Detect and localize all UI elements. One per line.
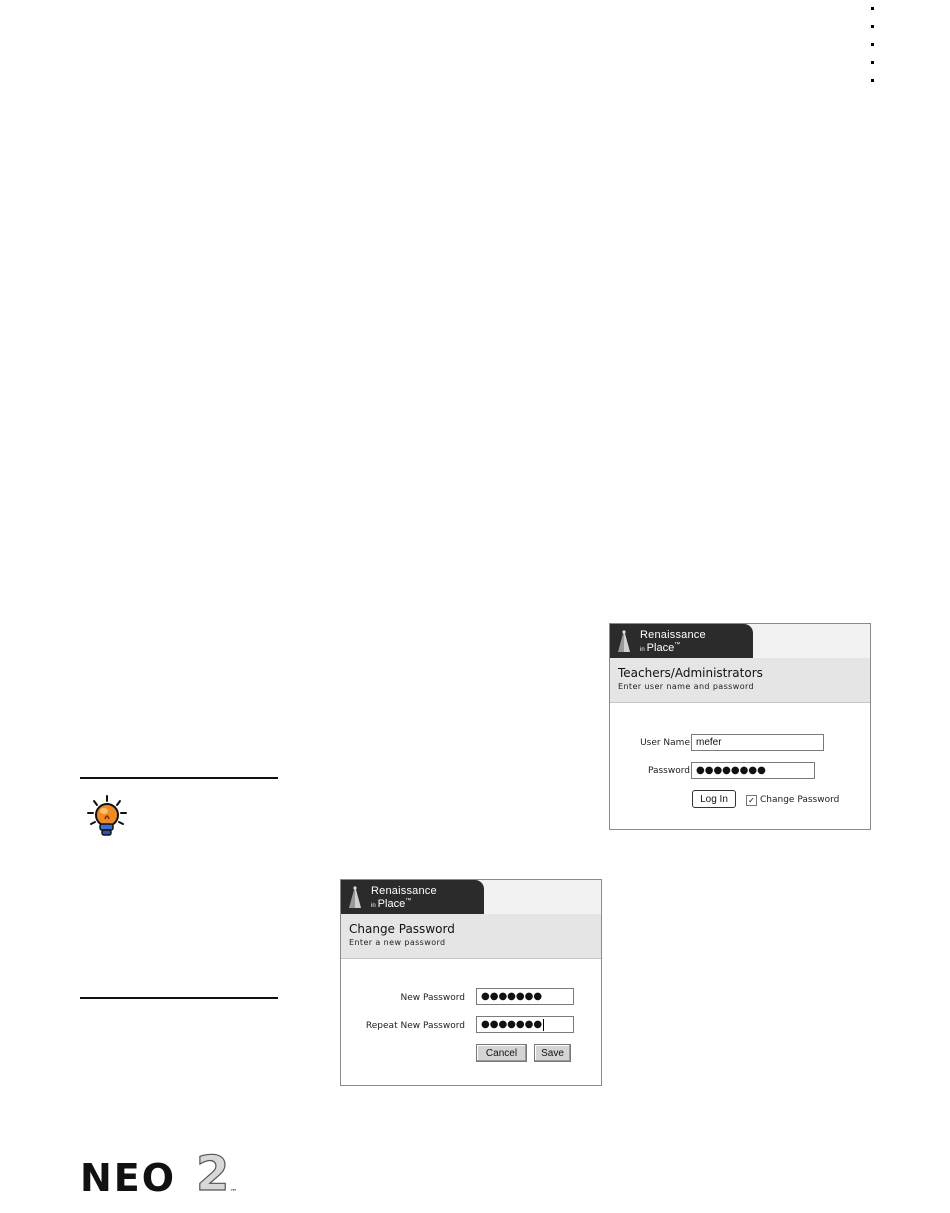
login-button[interactable]: Log In — [692, 790, 736, 808]
tip-top-rule — [80, 777, 278, 779]
dialog-header — [610, 658, 870, 703]
brand-name: Renaissance — [371, 885, 437, 897]
repeat-password-label: Repeat New Password — [365, 1021, 465, 1031]
bullet-dot — [871, 25, 874, 28]
username-field[interactable]: mefer — [691, 734, 824, 751]
login-dialog — [609, 623, 871, 830]
bullet-dot — [871, 79, 874, 82]
password-field[interactable]: ●●●●●●●● — [691, 762, 815, 779]
renaissance-place-logo-icon — [348, 886, 362, 908]
tip-bottom-rule — [80, 997, 278, 999]
change-password-dialog — [340, 879, 602, 1086]
renaissance-place-logo — [341, 880, 484, 914]
dialog-header — [341, 914, 601, 959]
password-label: Password — [647, 766, 690, 776]
brand-place: in Place™ — [371, 898, 412, 910]
dialog-title: Change Password — [349, 922, 455, 936]
repeat-password-value: ●●●●●●● — [481, 1019, 543, 1030]
neo2-logo-text: NEO — [80, 1156, 177, 1196]
brand-name: Renaissance — [640, 629, 706, 641]
neo2-logo-digit: 2 — [196, 1150, 230, 1196]
renaissance-place-logo-icon — [617, 630, 631, 652]
change-password-checkbox[interactable]: ✓ — [746, 795, 757, 806]
page-bullet-markers — [871, 7, 874, 97]
dialog-subtitle: Enter a new password — [349, 938, 446, 947]
dialog-title: Teachers/Administrators — [618, 666, 763, 680]
dialog-subtitle: Enter user name and password — [618, 682, 755, 691]
new-password-field[interactable]: ●●●●●●● — [476, 988, 574, 1005]
username-label: User Name — [640, 738, 690, 748]
bullet-dot — [871, 43, 874, 46]
neo2-logo-tm: ™ — [230, 1188, 237, 1196]
bullet-dot — [871, 7, 874, 10]
save-button[interactable]: Save — [534, 1044, 571, 1062]
new-password-label: New Password — [400, 993, 465, 1003]
renaissance-place-logo — [610, 624, 753, 658]
cancel-button[interactable]: Cancel — [476, 1044, 527, 1062]
lightbulb-icon — [86, 794, 130, 838]
repeat-password-field[interactable] — [476, 1016, 574, 1033]
bullet-dot — [871, 61, 874, 64]
neo2-logo — [80, 1150, 250, 1196]
change-password-label: Change Password — [760, 795, 840, 805]
text-caret — [543, 1019, 544, 1031]
brand-place: in Place™ — [640, 642, 681, 654]
